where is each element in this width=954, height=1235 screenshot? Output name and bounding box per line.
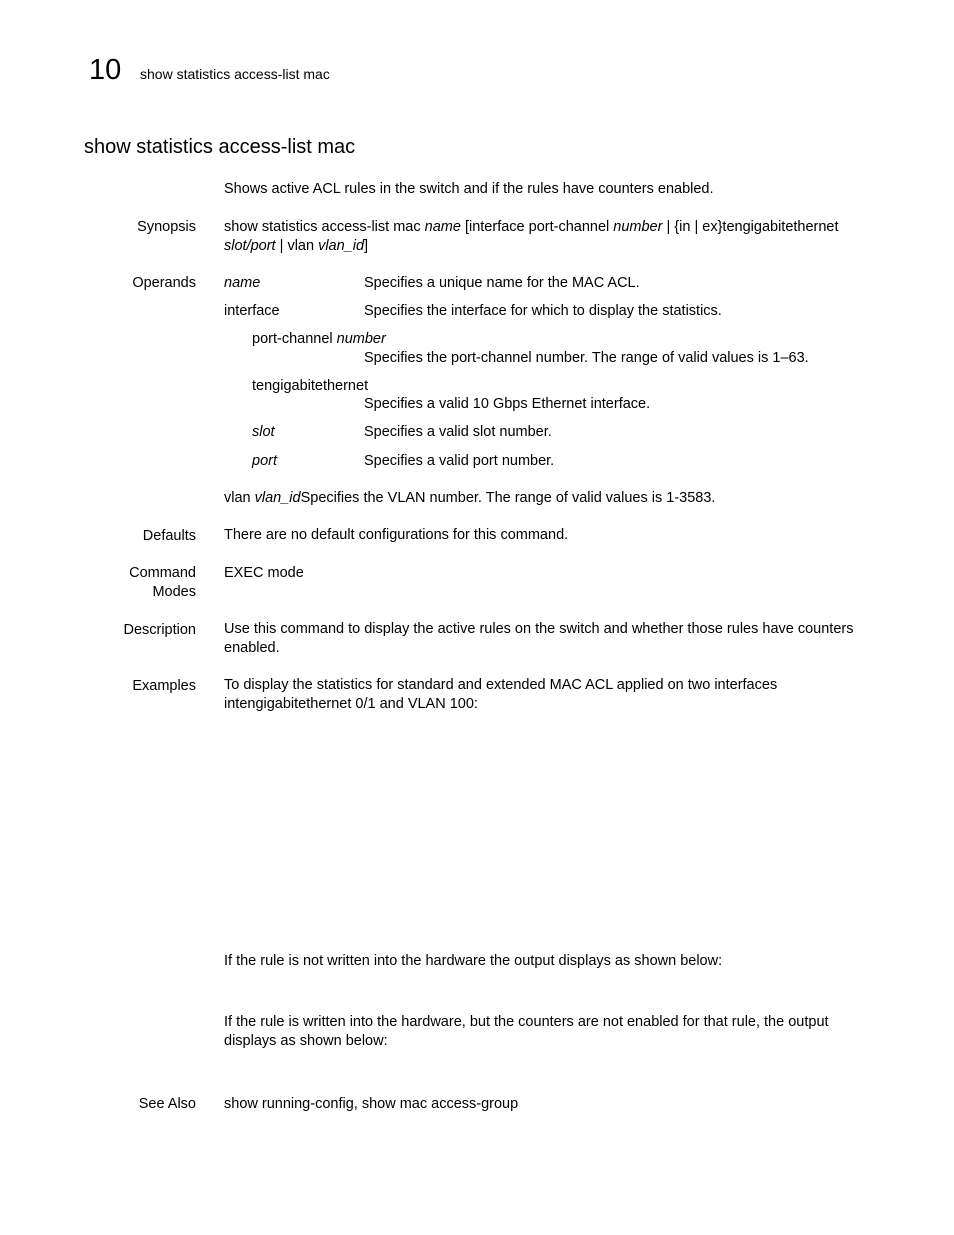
synopsis-bracket-close: ]	[364, 238, 369, 254]
modes-label: Modes	[152, 584, 196, 600]
see-also-label: See Also	[138, 1096, 196, 1112]
description-text: Use this command to display the active rules on the switch and whether those rules have counters enabled.	[224, 621, 854, 656]
synopsis-label: Synopsis	[137, 219, 196, 235]
operand-name-term: name	[224, 275, 261, 291]
synopsis-slotport-arg: slot/port	[224, 238, 276, 254]
operand-tengig-term: tengigabitethernet	[252, 378, 369, 394]
command-label: Command	[129, 565, 196, 581]
operand-slot-term: slot	[252, 424, 275, 440]
command-modes-text: EXEC mode	[224, 565, 304, 581]
examples-written-line2: displays as shown below:	[224, 1033, 388, 1049]
operand-interface-desc: Specifies the interface for which to display the statistics.	[364, 303, 722, 319]
operands-label: Operands	[132, 275, 196, 291]
portchannel-keyword: port-channel	[252, 331, 333, 347]
synopsis-vlanid-arg: vlan_id	[318, 238, 365, 254]
synopsis-iface-pc: interface port-channel	[468, 219, 610, 235]
see-also-links[interactable]: show running-config, show mac access-group	[224, 1096, 519, 1112]
synopsis-number-arg: number	[613, 219, 663, 235]
examples-intro	[224, 676, 874, 714]
synopsis-vlan: vlan	[287, 238, 315, 254]
synopsis-bar: |	[666, 219, 671, 235]
defaults-label: Defaults	[142, 528, 196, 544]
synopsis-name-arg: name	[424, 219, 461, 235]
synopsis-command: show statistics access-list mac	[224, 219, 421, 235]
intro-text: Shows active ACL rules in the switch and if the rules have counters enabled.	[224, 181, 714, 197]
command-modes-label	[129, 564, 196, 602]
chapter-number: 10	[89, 54, 122, 86]
synopsis-in: in	[679, 219, 691, 235]
portchannel-arg: number	[336, 331, 386, 347]
defaults-text: There are no default configurations for this command.	[224, 527, 569, 543]
operand-vlan-line	[224, 489, 715, 508]
synopsis-bar: |	[279, 238, 284, 254]
examples-intro-line1: To display the statistics for standard and extended MAC ACL applied on two interfaces	[224, 677, 778, 693]
vlan-keyword: vlan	[224, 490, 251, 506]
vlan-arg: vlan_id	[254, 490, 301, 506]
operand-portchannel-term	[252, 330, 386, 349]
operand-interface-term: interface	[224, 303, 280, 319]
description-label: Description	[123, 622, 196, 638]
synopsis-bar: |	[694, 219, 699, 235]
examples-written-line1: If the rule is written into the hardware, but the counters are not enabled for that rule, the output	[224, 1014, 829, 1030]
examples-intro-line2: intengigabitethernet 0/1 and VLAN 100:	[224, 696, 478, 712]
examples-written	[224, 1013, 874, 1051]
running-head: show statistics access-list mac	[140, 66, 330, 82]
examples-label: Examples	[132, 678, 196, 694]
operand-port-desc: Specifies a valid port number.	[364, 453, 555, 469]
synopsis-tengig: }tengigabitethernet	[717, 219, 839, 235]
vlan-desc: Specifies the VLAN number. The range of valid values is 1-3583.	[300, 490, 716, 506]
operand-port-term: port	[252, 453, 277, 469]
operand-slot-desc: Specifies a valid slot number.	[364, 424, 552, 440]
page-title: show statistics access-list mac	[84, 136, 356, 158]
operand-name-desc: Specifies a unique name for the MAC ACL.	[364, 275, 640, 291]
synopsis-text	[224, 218, 874, 256]
examples-not-written: If the rule is not written into the hardware the output displays as shown below:	[224, 953, 723, 969]
synopsis-ex: ex	[702, 219, 718, 235]
synopsis-brace-open: {	[674, 219, 680, 235]
synopsis-bracket-open: [	[464, 219, 469, 235]
operand-tengig-desc: Specifies a valid 10 Gbps Ethernet interface.	[364, 396, 651, 412]
operand-portchannel-desc: Specifies the port-channel number. The range of valid values is 1–63.	[364, 350, 809, 366]
